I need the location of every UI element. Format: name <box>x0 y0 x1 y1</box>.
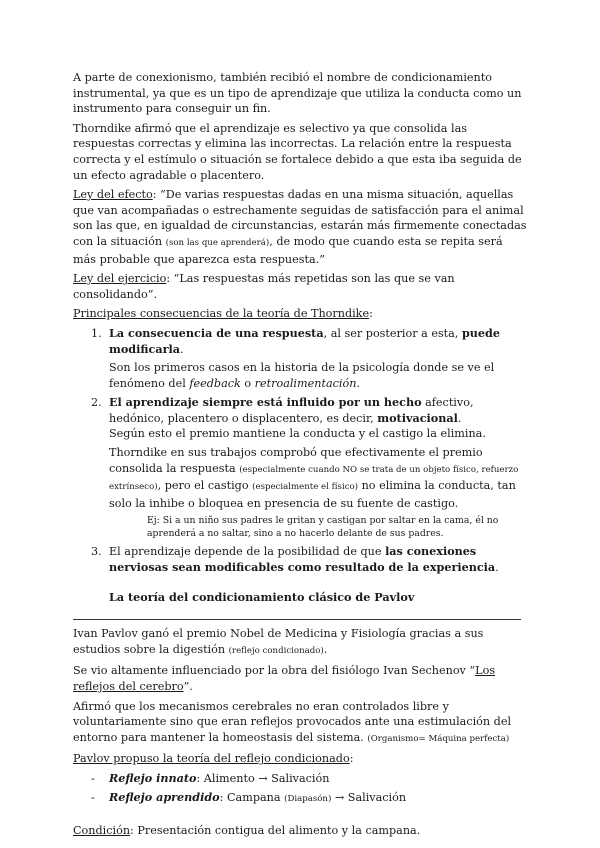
pavlov-paragraph-3 <box>73 699 529 748</box>
pavlov-p1-b: . <box>323 642 328 656</box>
document-body <box>73 70 529 843</box>
ley-del-efecto-text-a: : “De varias respuestas dadas en una misma situación, aquellas que van acompañadas o estrechamente seguidas de satisfacción para el animal son las que, en igualdad de circunstancias, estarán más firmemente conectadas con la situación <box>73 188 527 248</box>
item1-bold-2: puede modificarla <box>109 325 500 356</box>
item2-p3-a: Thorndike en sus trabajos comprobó que efectivamente el premio consolida la respuesta <box>109 446 483 475</box>
item3-end: . <box>495 561 499 575</box>
item2-p3-note2: (especialmente el físico) <box>252 482 359 493</box>
list-number: 3. <box>91 545 102 559</box>
consecuencias-list <box>73 326 529 576</box>
dash-marker: - <box>91 790 95 804</box>
item2-bold-2: motivacional <box>377 410 458 425</box>
pavlov-p3-note: (Organismo= Máquina perfecta) <box>367 733 510 744</box>
ley-del-efecto-note: (son las que aprenderá) <box>165 237 270 248</box>
ley-del-efecto-label: Ley del efecto <box>73 188 153 202</box>
reflejos-del-cerebro-title: Los reflejos del cerebro <box>73 664 496 693</box>
pavlov-p2-a: Se vio altamente influenciado por la obra del fisiólogo Ivan Sechenov “ <box>73 664 476 678</box>
item1-sub-retro: retroalimentación <box>254 376 357 390</box>
item2-mid: afectivo, hedónico, placentero o displacentero, es decir, <box>109 396 474 425</box>
pavlov-p4-label: Pavlov propuso la teoría del reflejo condicionado <box>73 752 350 766</box>
item2-line2: Según esto el premio mantiene la conducta y el castigo la elimina. <box>109 427 486 441</box>
item1-lead <box>109 326 529 357</box>
item1-sub-a: Son los primeros casos en la historia de la psicología donde se ve el fenómeno del <box>109 361 495 390</box>
item3-text-a: El aprendizaje depende de la posibilidad de que <box>109 545 386 559</box>
list-number: 1. <box>91 326 102 340</box>
item1-end: . <box>179 342 184 356</box>
list-item <box>73 544 529 575</box>
dash-marker: - <box>91 771 95 785</box>
item1-sub-b: o <box>240 376 255 390</box>
item2-p3-b: , pero el castigo <box>157 479 253 493</box>
item2-detail <box>109 445 529 511</box>
intro-paragraph-2: Thorndike afirmó que el aprendizaje es selectivo ya que consolida las respuestas correctas y elimina las incorrectas. La relación entre la respuesta correcta y el estímulo o situación se fortalece debido a que esta iba seguida de un efecto agradable o placentero. <box>73 121 522 182</box>
item3-text <box>109 544 529 575</box>
condicion-text: : Presentación contigua del alimento y la campana. <box>130 824 421 838</box>
item1-detail <box>109 360 529 391</box>
horizontal-divider <box>73 619 521 620</box>
ley-del-ejercicio-label: Ley del ejercicio <box>73 272 167 286</box>
ley-del-ejercicio <box>73 271 529 302</box>
list-item <box>73 790 529 808</box>
pavlov-p1-note: (reflejo condicionado) <box>228 645 324 656</box>
item2-p3-c: no elimina la conducta, tan solo la inhibe o bloquea en presencia de su fuente de castigo. <box>109 479 516 510</box>
item2-bold-1: El aprendizaje siempre está influido por un hecho <box>109 395 422 410</box>
pavlov-paragraph-4 <box>73 751 529 767</box>
reflex-note: (Diapasón) <box>284 793 332 804</box>
reflex-term: Reflejo innato <box>109 770 197 785</box>
item3-bold: las conexiones nerviosas sean modificables como resultado de la experiencia <box>109 544 496 575</box>
reflex-text: Alimento → Salivación <box>203 771 330 785</box>
pavlov-p1-a: Ivan Pavlov ganó el premio Nobel de Medicina y Fisiología gracias a sus estudios sobre la digestión <box>73 627 484 656</box>
pavlov-paragraph-2 <box>73 663 529 694</box>
item1-sub-c: . <box>356 376 360 390</box>
item2-example: Ej: Si a un niño sus padres le gritan y castigan por saltar en la cama, él no aprenderá a no saltar, sino a no hacerlo delante de sus padres. <box>147 515 499 540</box>
item2-lead <box>109 395 529 426</box>
reflex-sep: : <box>219 790 227 804</box>
intro-paragraph-1: A parte de conexionismo, también recibió el nombre de condicionamiento instrumental, ya que es un tipo de aprendizaje que utiliza la conducta como un instrumento para conseguir un fin. <box>73 71 522 116</box>
reflex-list <box>73 771 529 807</box>
consecuencias-heading <box>73 306 529 322</box>
pavlov-p4-colon: : <box>349 752 354 766</box>
reflex-sep: : <box>196 771 204 785</box>
pavlov-p3-a: Afirmó que los mecanismos cerebrales no eran controlados libre y voluntariamente sino que eran reflejos provocados ante una estimulación del entorno para mantener la homeostasis del sistema. <box>73 699 512 744</box>
item1-bold-1: La consecuencia de una respuesta <box>109 325 324 340</box>
pavlov-p2-b: ”. <box>183 680 193 693</box>
item2-end: . <box>457 411 462 425</box>
spacer <box>73 811 529 823</box>
ley-del-ejercicio-text: : “Las respuestas más repetidas son las que se van consolidando”. <box>73 272 455 301</box>
ley-del-efecto-text-b: , de modo que cuando esta se repita será más probable que aparezca esta respuesta.” <box>73 234 503 266</box>
list-item <box>73 395 529 540</box>
pavlov-paragraph-1 <box>73 626 529 659</box>
pavlov-section-title: La teoría del condicionamiento clásico de Pavlov <box>109 589 415 604</box>
condicion-label: Condición <box>73 824 131 838</box>
list-item <box>73 771 529 787</box>
reflex-text: Campana <box>226 790 285 804</box>
consecuencias-heading-text: Principales consecuencias de la teoría de Thorndike <box>73 307 370 321</box>
list-item <box>73 326 529 391</box>
item2-p3-note1: (especialmente cuando NO se trata de un objeto físico, refuerzo extrínseco) <box>109 464 519 493</box>
list-number: 2. <box>91 396 102 410</box>
reflex-term: Reflejo aprendido <box>109 789 220 804</box>
ley-del-efecto <box>73 187 529 267</box>
item1-sub-feedback: feedback <box>189 376 241 390</box>
condicion-paragraph <box>73 823 529 839</box>
item1-mid: , al ser posterior a esta, <box>323 326 462 340</box>
reflex-tail: → Salivación <box>331 790 407 804</box>
consecuencias-heading-colon: : <box>369 307 373 321</box>
